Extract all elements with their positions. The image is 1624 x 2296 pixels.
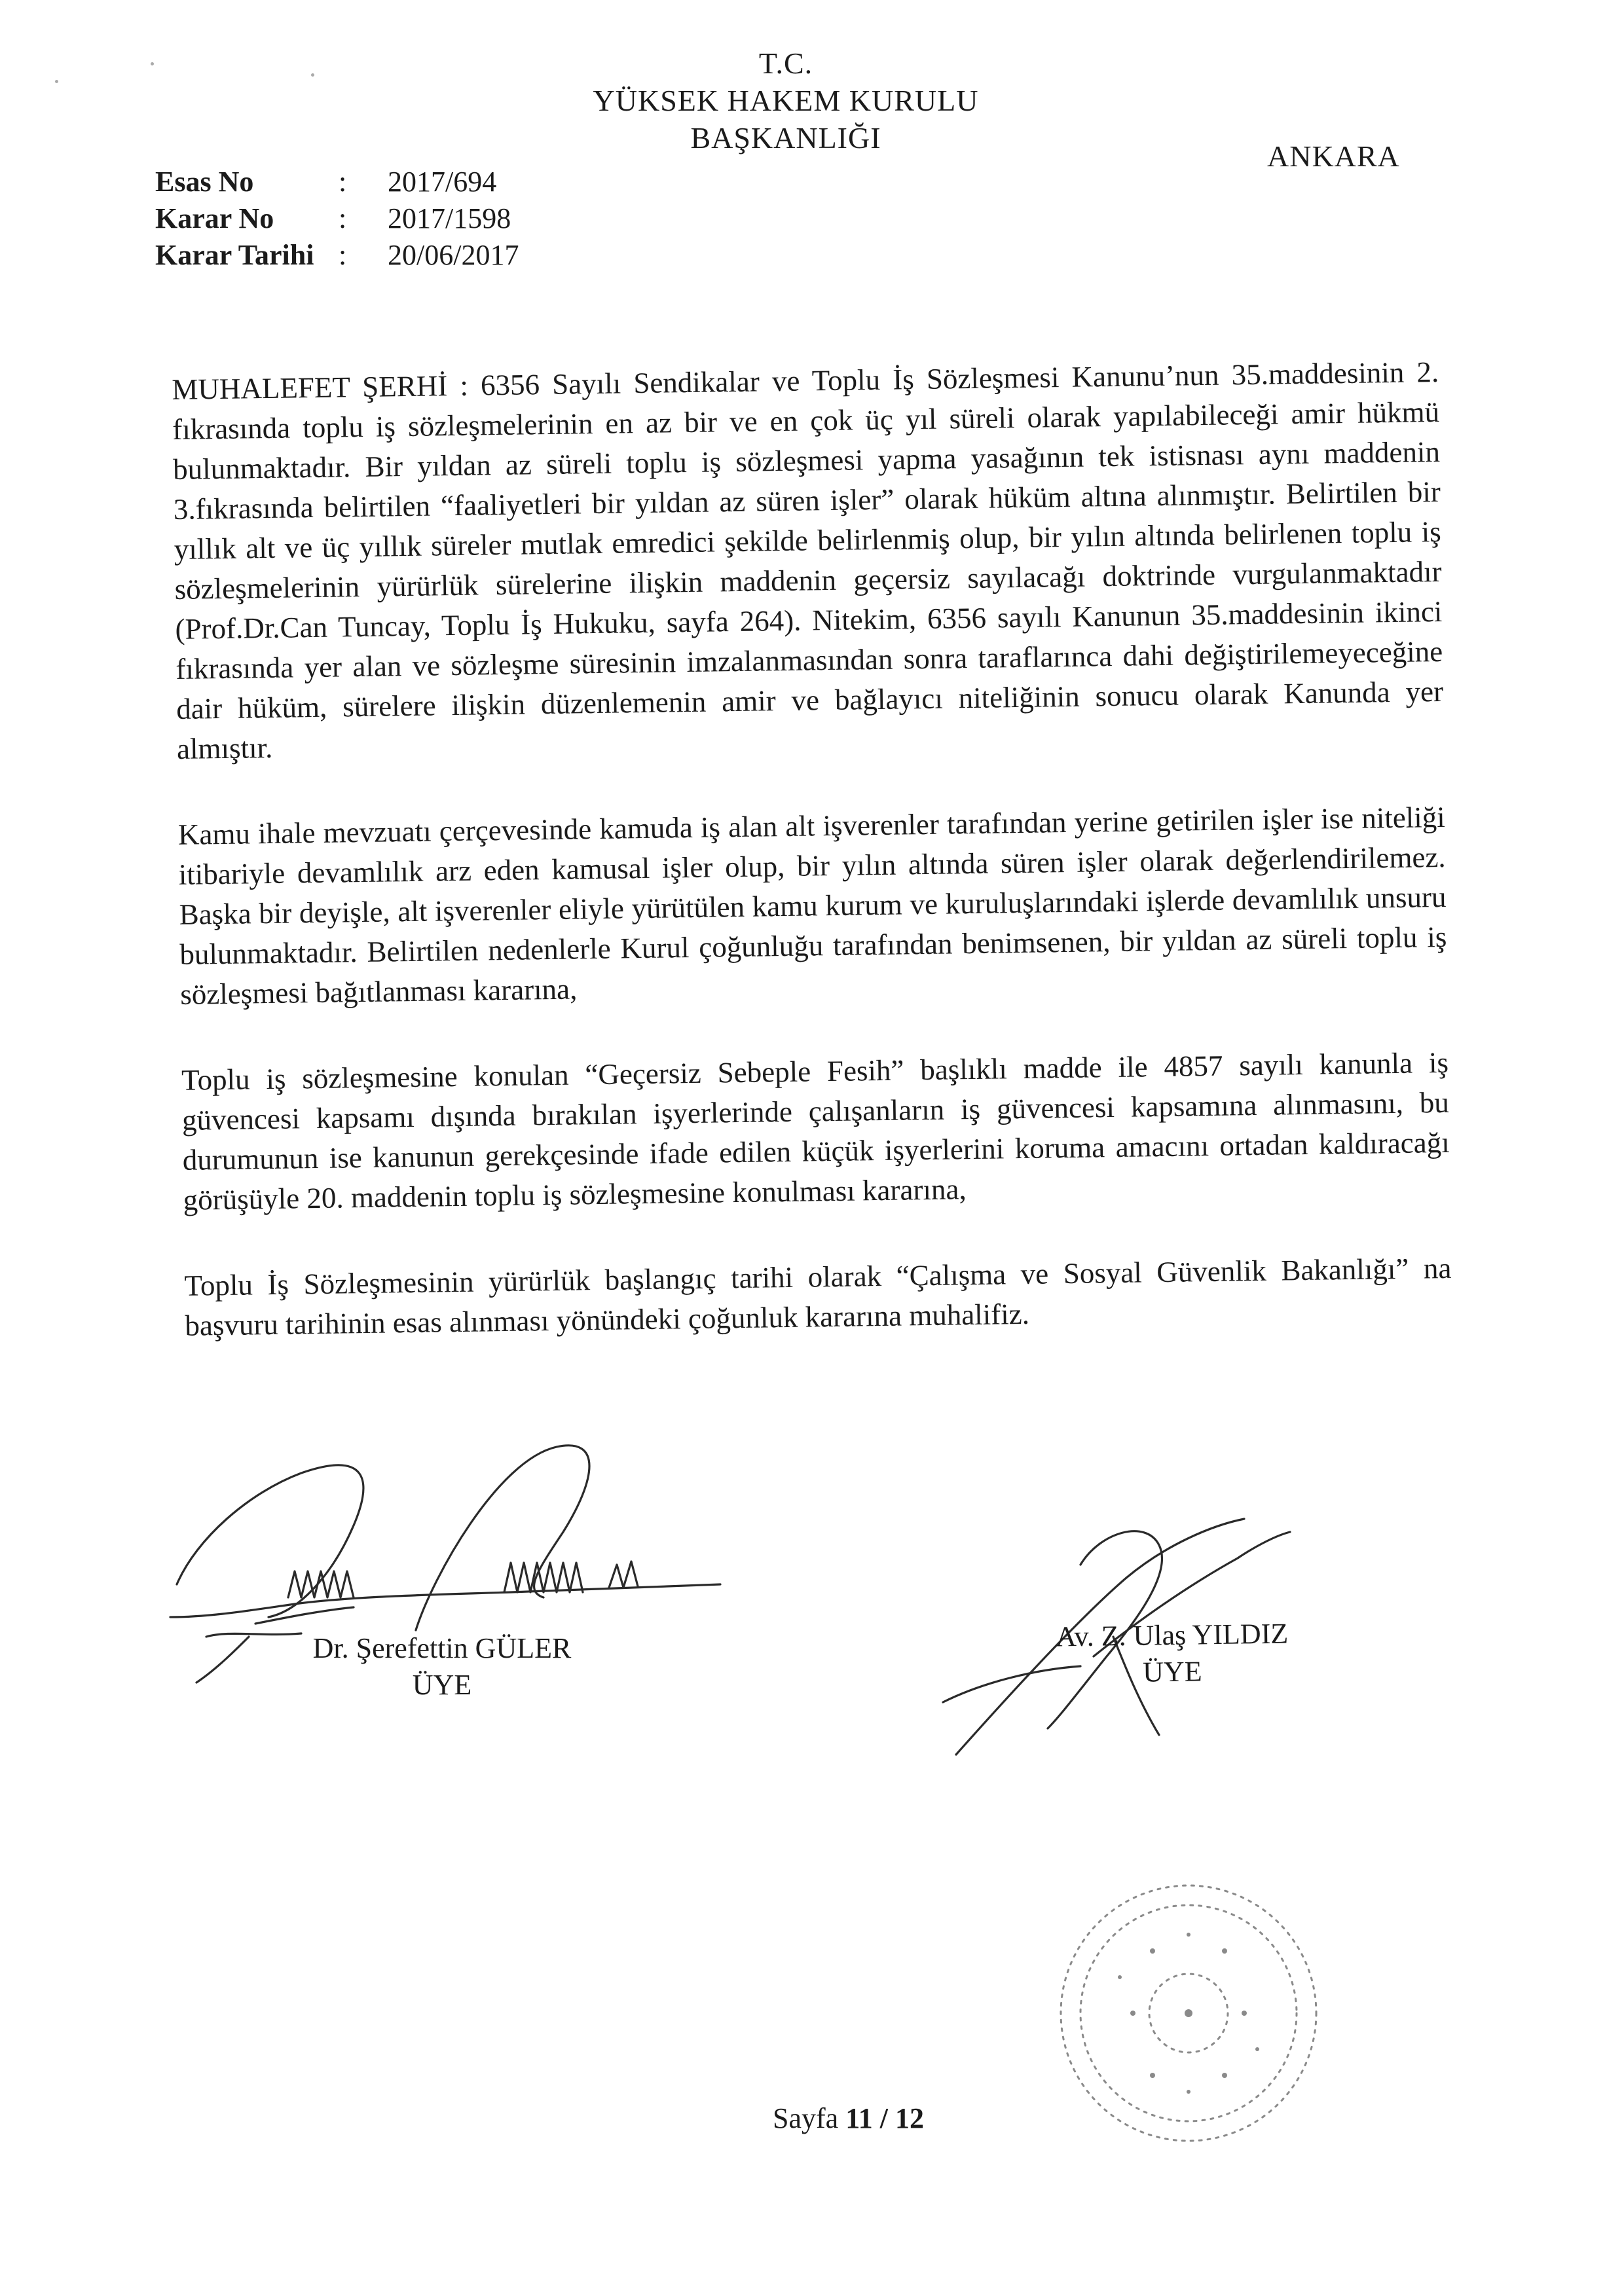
tarih-row [155,237,519,274]
header-institution: YÜKSEK HAKEM KURULU [593,84,979,117]
paragraph-invalid-termination: Toplu iş sözleşmesine konulan “Geçersiz Sebeple Fesih” başlıklı madde ile 4857 sayılı kanunla iş güvencesi kapsamı dışında bırakılan işyerlerinde çalışanların iş güvencesi kapsamına alınmasını, bu durumunun ise kanunun gerekçesinde ifade edilen küçük işyerlerini koruma amacını ortadan kaldıracağı görüşüyle 20. maddenin toplu iş sözleşmesine konulması kararına, [181,1046,1450,1216]
official-seal [1048,1872,1329,2154]
signer-1 [278,1630,606,1704]
karar-row [155,200,519,237]
header-city: ANKARA [1267,139,1400,173]
dissent-body [172,352,1452,1346]
karar-label: Karar No [155,202,274,234]
header-presidency: BAŞKANLIĞI [690,121,881,155]
karar-value: 2017/1598 [388,202,511,234]
paragraph-effective-date: Toplu İş Sözleşmesinin yürürlük başlangıç tarihi olarak “Çalışma ve Sosyal Güvenlik Bakanlığı” na başvuru tarihinin esas alınması yönündeki çoğunluk kararına muhalifiz. [184,1251,1452,1342]
signer-2-name: Av. Z. Ulaş YILDIZ [1055,1617,1289,1653]
tarih-value: 20/06/2017 [388,239,519,271]
paragraph-dissent-intro: MUHALEFET ŞERHİ : 6356 Sayılı Sendikalar ve Toplu İş Sözleşmesi Kanunu’nun 35.maddesinin 2. fıkrasında toplu iş sözleşmelerinin en az bir ve en çok üç yıl süreli olarak yapılabileceği amir hükmü bulunmaktadır. Bir yıldan az süreli toplu iş sözleşmesi yapma yasağının tek istisnası aynı maddenin 3.fıkrasında belirtilen “faaliyetleri bir yıldan az süren işler” olarak hüküm altına alınmıştır. Belirtilen bir yıllık alt ve üç yıllık süreler mutlak emredici şekilde belirlenmiş olup, bir yılın altında belirlenen toplu iş sözleşmelerinin yürürlük sürelerine ilişkin maddenin geçersiz sayılacağı doktrinde vurgulanmaktadır (Prof.Dr.Can Tuncay, Toplu İş Hukuku, sayfa 264). Nitekim, 6356 sayılı Kanunun 35.maddesinin ikinci fıkrasında yer alan ve sözleşme süresinin imzalanmasından sonra taraflarınca dahi değiştirilemeyeceğine dair hüküm, sürelere ilişkin düzenlemenin amir ve bağlayıcı niteliğinin sonucu olarak Kanunda yer almıştır. [172,355,1444,765]
signer-2-role: ÜYE [1142,1655,1202,1688]
scan-speck [55,80,58,83]
document-header [471,45,1100,156]
tarih-separator: : [339,239,347,271]
page-separator: / [879,2102,888,2134]
page-label: Sayfa [773,2102,839,2134]
case-metadata [155,164,519,274]
page-current: 11 [845,2102,873,2134]
esas-value: 2017/694 [388,166,497,198]
paragraph-public-procurement: Kamu ihale mevzuatı çerçevesinde kamuda iş alan alt işverenler tarafından yerine getirilen işler ise niteliği itibariyle devamlılık arz eden kamusal işler olup, bir yılın altında süren işler olarak değerlendirilemez. Başka bir deyişle, alt işverenler eliyle yürütülen kamu kurum ve kuruluşlarındaki işlerde devamlılık unsuru bulunmaktadır. Belirtilen nedenlerle Kurul çoğunluğu tarafından benimsenen, bir yıldan az süreli toplu iş sözleşmesi bağıtlanması kararına, [177,800,1447,1011]
karar-separator: : [339,202,347,234]
header-tc: T.C. [758,46,813,80]
scan-speck [311,73,314,77]
signer-2 [1021,1615,1323,1692]
page-number [773,2102,969,2135]
esas-label: Esas No [155,166,254,198]
esas-row [155,164,519,200]
signer-1-name: Dr. Şerefettin GÜLER [312,1632,572,1664]
esas-separator: : [339,166,347,198]
tarih-label: Karar Tarihi [155,239,314,271]
signer-1-role: ÜYE [412,1669,472,1701]
page-total: 12 [895,2102,924,2134]
scan-speck [151,62,154,65]
